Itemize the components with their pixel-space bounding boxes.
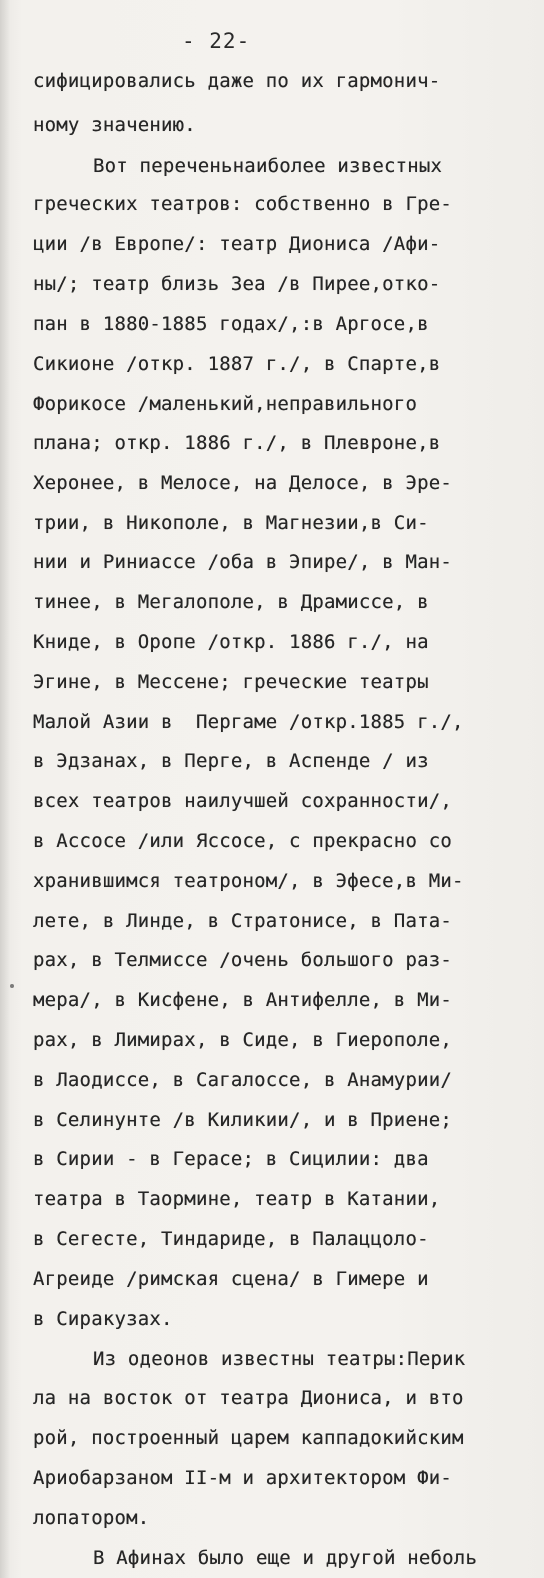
page-number: - 22- <box>182 29 251 53</box>
text-line: ны/; театр близь Зеа /в Пирее,отко- <box>33 273 441 295</box>
text-line: в Ассосе /или Яссосе, с прекрасно со <box>33 830 453 852</box>
text-line: Херонее, в Мелосе, на Делосе, в Эре- <box>33 472 453 494</box>
text-line: Форикосе /маленький,неправильного <box>33 393 418 415</box>
text-line: лопатором. <box>33 1507 150 1529</box>
text-line: трии, в Никополе, в Магнезии,в Си- <box>33 512 429 534</box>
text-line: Из одеонов известны театры:Перик <box>93 1348 466 1370</box>
text-line: лете, в Линде, в Стратонисе, в Пата- <box>33 910 453 932</box>
text-line: нии и Риниассе /оба в Эпире/, в Ман- <box>33 551 453 573</box>
text-line: ла на восток от театра Диониса, и вто <box>33 1387 464 1409</box>
text-line: ному значению. <box>33 114 196 136</box>
text-line: всех театров наилучшей сохранности/, <box>33 790 453 812</box>
text-line: греческих театров: собственно в Гре- <box>33 193 453 215</box>
text-line: Эгине, в Мессене; греческие театры <box>33 671 429 693</box>
text-line: в Сиракузах. <box>33 1308 173 1330</box>
text-line: сифицировались даже по их гармонич- <box>33 70 441 92</box>
text-line: рах, в Телмиссе /очень большого раз- <box>33 949 453 971</box>
text-line: в Лаодиссе, в Сагалоссе, в Анамурии/ <box>33 1069 453 1091</box>
text-line: Вот переченьнаиболее известных <box>93 155 443 177</box>
text-line: рах, в Лимирах, в Сиде, в Гиерополе, <box>33 1029 453 1051</box>
text-line: мера/, в Кисфене, в Антифелле, в Ми- <box>33 989 453 1011</box>
text-line: тинее, в Мегалополе, в Драмиссе, в <box>33 591 429 613</box>
text-line: рой, построенный царем каппадокийским <box>33 1427 464 1449</box>
text-line: Сикионе /откр. 1887 г./, в Спарте,в <box>33 353 441 375</box>
text-line: в Селинунте /в Киликии/, и в Приене; <box>33 1109 453 1131</box>
text-line: в Эдзанах, в Перге, в Аспенде / из <box>33 750 429 772</box>
text-line: Книде, в Оропе /откр. 1886 г./, на <box>33 631 429 653</box>
text-line: плана; откр. 1886 г./, в Плевроне,в <box>33 432 441 454</box>
text-line: В Афинах было еще и другой неболь <box>93 1547 478 1569</box>
text-line: Малой Азии в Пергаме /откр.1885 г./, <box>33 711 464 733</box>
text-line: пан в 1880-1885 годах/,:в Аргосе,в <box>33 313 429 335</box>
text-line: театра в Таормине, театр в Катании, <box>33 1188 441 1210</box>
text-line: ции /в Европе/: театр Диониса /Афи- <box>33 233 441 255</box>
text-line: в Сегесте, Тиндариде, в Палаццоло- <box>33 1228 429 1250</box>
text-line: в Сирии - в Герасе; в Сицилии: два <box>33 1148 429 1170</box>
text-line: Агреиде /римская сцена/ в Гимере и <box>33 1268 429 1290</box>
text-line: хранившимся театроном/, в Эфесе,в Ми- <box>33 870 464 892</box>
text-line: Ариобарзаном II-м и архитектором Фи- <box>33 1467 453 1489</box>
